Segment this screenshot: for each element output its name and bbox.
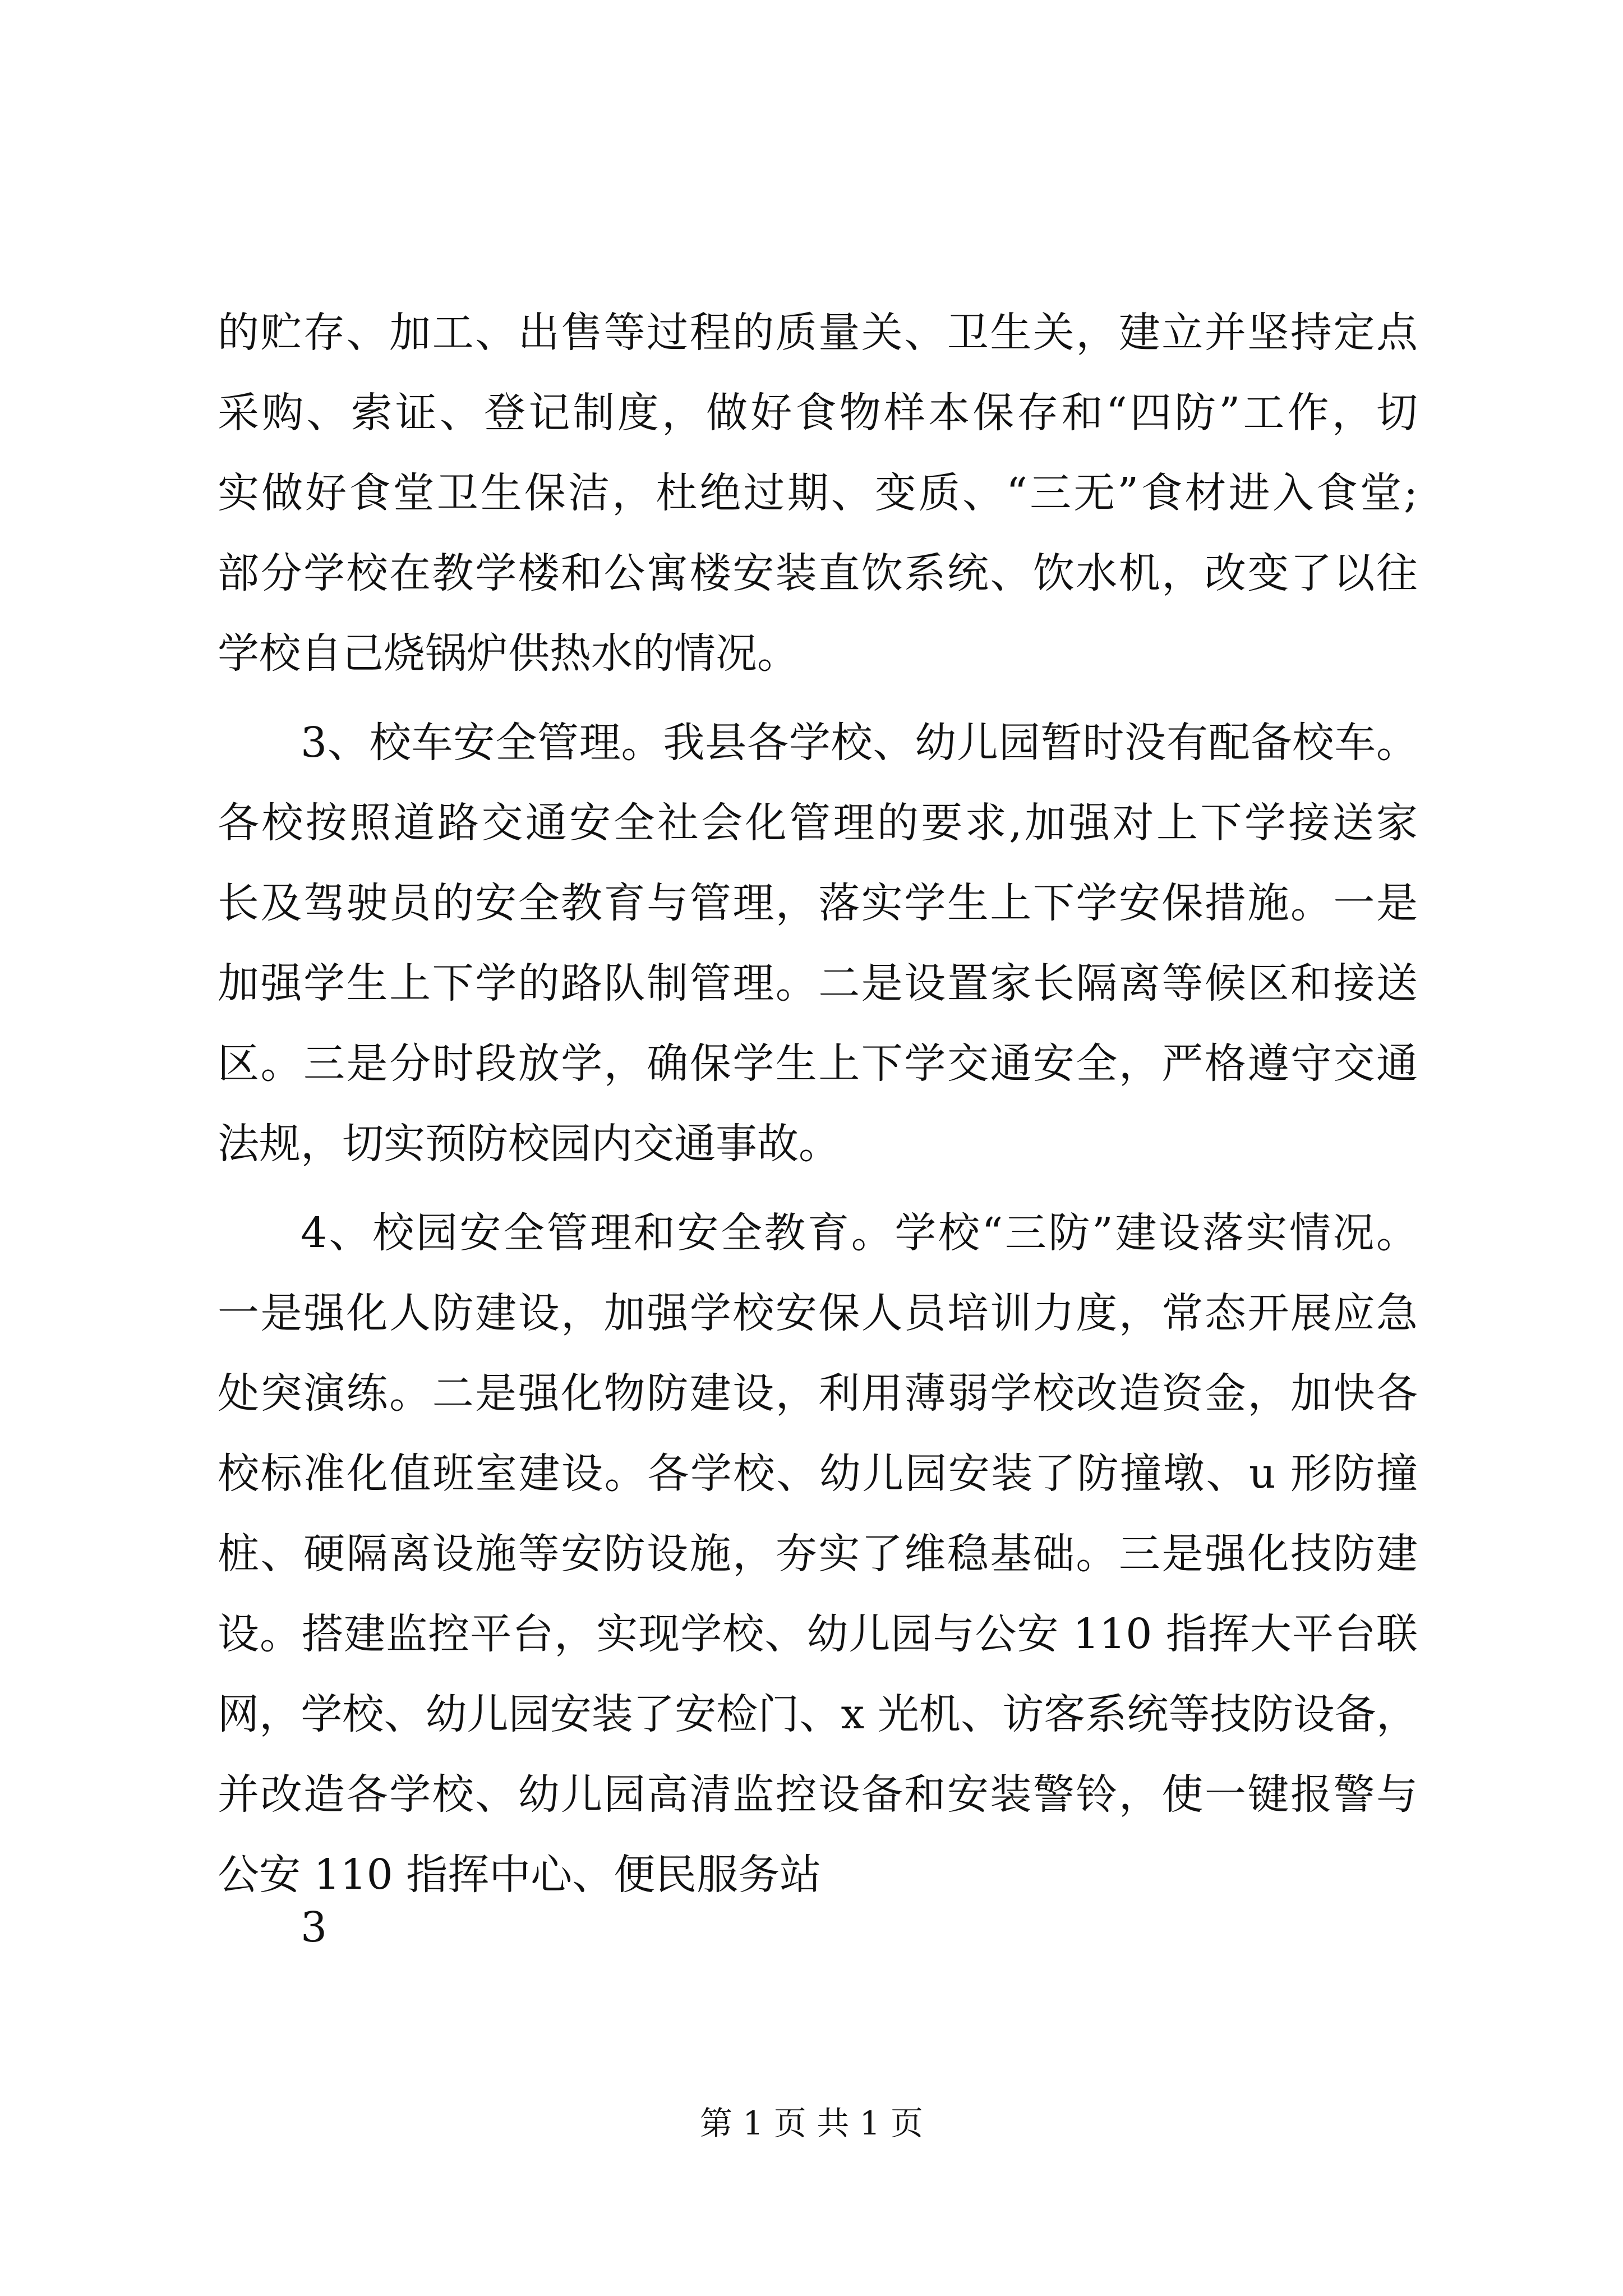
text-line: 校标准化值班室建设。各学校、幼儿园安装了防撞墩、u 形防撞 <box>218 1450 1418 1498</box>
paragraph <box>218 293 1418 694</box>
text-line: 部分学校在教学楼和公寓楼安装直饮系统、饮水机，改变了以往 <box>218 549 1418 597</box>
text-line: 长及驾驶员的安全教育与管理，落实学生上下学安保措施。一是 <box>218 879 1418 927</box>
text-line: 一是强化人防建设，加强学校安保人员培训力度，常态开展应急 <box>218 1289 1418 1337</box>
text-line: 公安 110 指挥中心、便民服务站 <box>218 1851 822 1899</box>
text-line: 并改造各学校、幼儿园高清监控设备和安装警铃，使一键报警与 <box>218 1770 1418 1819</box>
text-line: 加强学生上下学的路队制管理。二是设置家长隔离等候区和接送 <box>218 959 1418 1007</box>
text-line: 3、校车安全管理。我县各学校、幼儿园暂时没有配备校车。 <box>301 719 1418 767</box>
text-line: 实做好食堂卫生保洁，杜绝过期、变质、“三无”食材进入食堂; <box>218 469 1418 517</box>
page-footer: 第 1 页 共 1 页 <box>700 2104 923 2142</box>
text-line: 4、校园安全管理和安全教育。学校“三防”建设落实情况。 <box>301 1209 1418 1257</box>
document-body <box>218 293 1418 1915</box>
text-line: 处突演练。二是强化物防建设，利用薄弱学校改造资金，加快各 <box>218 1369 1418 1418</box>
text-line: 学校自己烧锅炉供热水的情况。 <box>218 629 799 678</box>
text-line: 各校按照道路交通安全社会化管理的要求,加强对上下学接送家 <box>218 799 1418 847</box>
text-line: 网，学校、幼儿园安装了安检门、x 光机、访客系统等技防设备， <box>218 1690 1418 1738</box>
page-marker: 3 <box>301 1903 328 1952</box>
text-line: 设。搭建监控平台，实现学校、幼儿园与公安 110 指挥大平台联 <box>218 1610 1418 1658</box>
paragraph <box>218 703 1418 1184</box>
text-line: 采购、索证、登记制度，做好食物样本保存和“四防”工作，切 <box>218 389 1418 437</box>
text-line: 的贮存、加工、出售等过程的质量关、卫生关，建立并坚持定点 <box>218 309 1418 357</box>
text-line: 区。三是分时段放学，确保学生上下学交通安全，严格遵守交通 <box>218 1039 1418 1088</box>
text-line: 法规，切实预防校园内交通事故。 <box>218 1120 840 1168</box>
text-line: 桩、硬隔离设施等安防设施，夯实了维稳基础。三是强化技防建 <box>218 1530 1418 1578</box>
paragraph <box>218 1193 1418 1915</box>
